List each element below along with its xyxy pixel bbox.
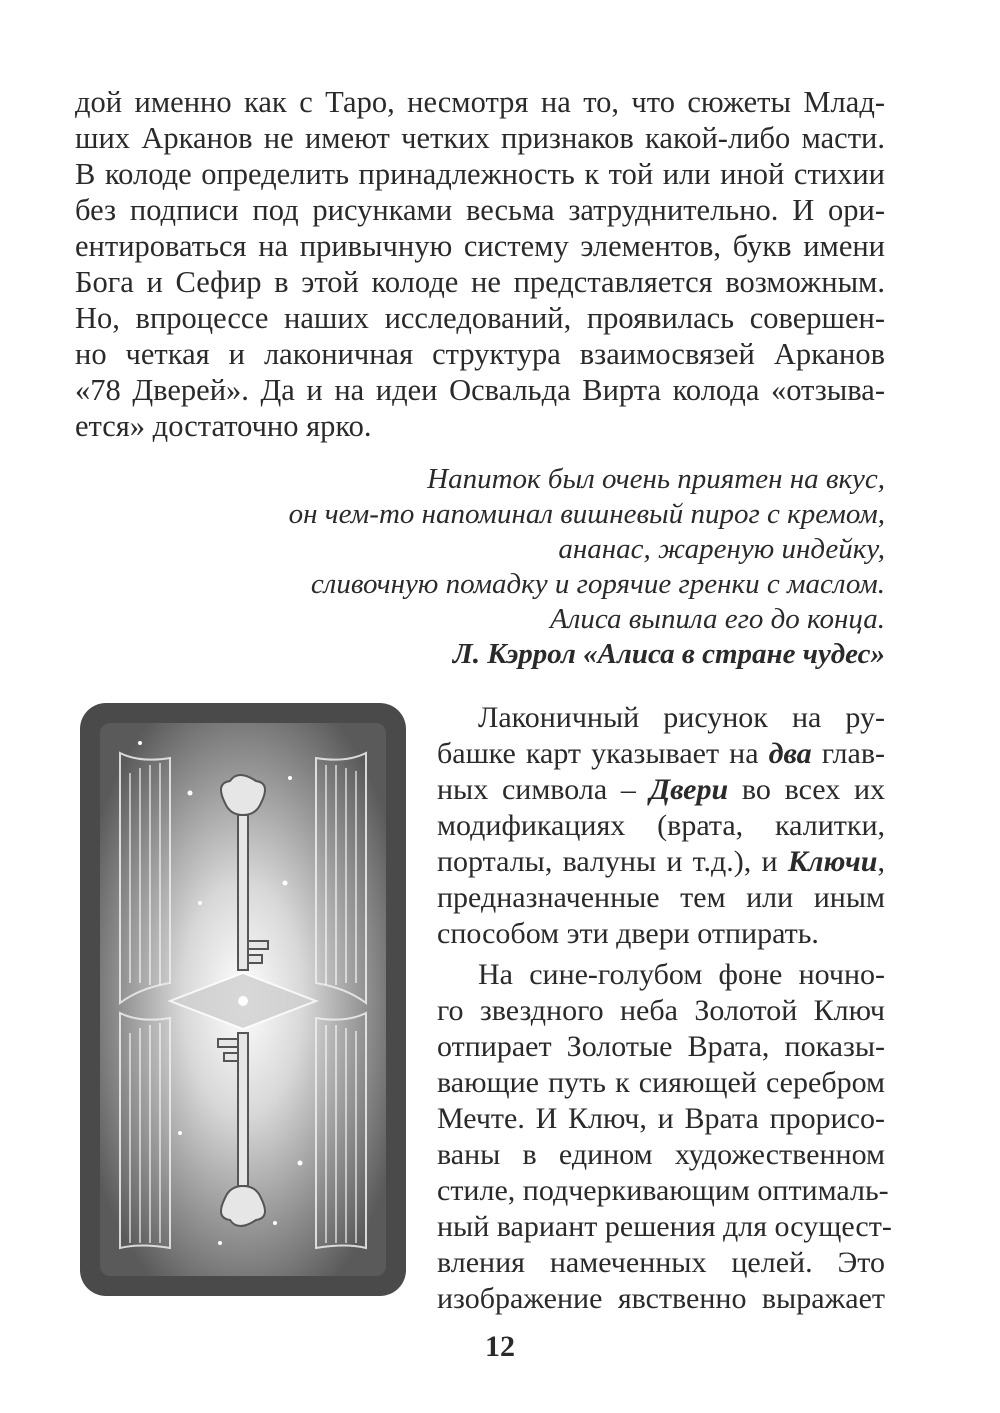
page-number: 12 [485, 1330, 515, 1363]
body-line: ется» достаточно ярко. [75, 409, 372, 443]
body-line: На сине-голубом фоне ночно- [478, 958, 885, 991]
body-line: без подписи под рисунками весьма затруднительно. И ори- [75, 193, 885, 227]
body-line: башке карт указывает на два глав- [437, 737, 885, 770]
body-line: изображение явственно выражает [437, 1282, 885, 1315]
epigraph-line: Напиток был очень приятен на вкус, [427, 463, 885, 495]
epigraph-line: ананас, жареную индейку, [558, 533, 885, 565]
body-line: способом эти двери отпирать. [437, 917, 819, 950]
body-line: но четкая и лаконичная структура взаимосвязей Арканов [75, 337, 885, 371]
body-line: отпирает Золотые Врата, показы- [437, 1030, 885, 1063]
body-line: ентироваться на привычную систему элементов, букв имени [75, 229, 885, 263]
body-line: дой именно как с Таро, несмотря на то, что сюжеты Млад- [75, 85, 885, 119]
body-line: Мечте. И Ключ, и Врата прорисо- [437, 1102, 885, 1135]
body-line: стиле, подчеркивающим оптималь- [437, 1174, 889, 1207]
epigraph-line: Алиса выпила его до конца. [549, 603, 885, 635]
body-line: В колоде определить принадлежность к той или иной стихии [75, 157, 885, 191]
body-line: ваны в едином художественном [437, 1138, 885, 1171]
body-line: Бога и Сефир в этой колоде не представляется возможным. [75, 265, 885, 299]
epigraph-line: он чем-то напоминал вишневый пирог с кремом, [288, 498, 885, 530]
body-line: вающие путь к сияющей серебром [437, 1066, 885, 1099]
body-line: предназначенные тем или иным [437, 881, 885, 914]
epigraph-line: сливочную помадку и горячие гренки с маслом. [310, 568, 885, 600]
body-line: Но, впроцессе наших исследований, проявилась совершен- [75, 301, 885, 335]
epigraph-author: Л. Кэррол «Алиса в стране чудес» [452, 638, 885, 670]
body-line: порталы, валуны и т.д.), и Ключи, [437, 845, 885, 878]
body-line: ный вариант решения для осущест- [437, 1210, 892, 1243]
body-line: модификациях (врата, калитки, [437, 809, 885, 842]
body-line: Лаконичный рисунок на ру- [478, 701, 885, 734]
body-line: ных символа – Двери во всех их [437, 773, 885, 806]
tarot-card-back-image [80, 703, 406, 1296]
body-line: ших Арканов не имеют четких признаков какой-либо масти. [75, 121, 885, 155]
body-line: го звездного неба Золотой Ключ [437, 994, 885, 1027]
body-line: «78 Дверей». Да и на идеи Освальда Вирта колода «отзыва- [75, 373, 885, 407]
body-line: вления намеченных целей. Это [437, 1246, 885, 1279]
